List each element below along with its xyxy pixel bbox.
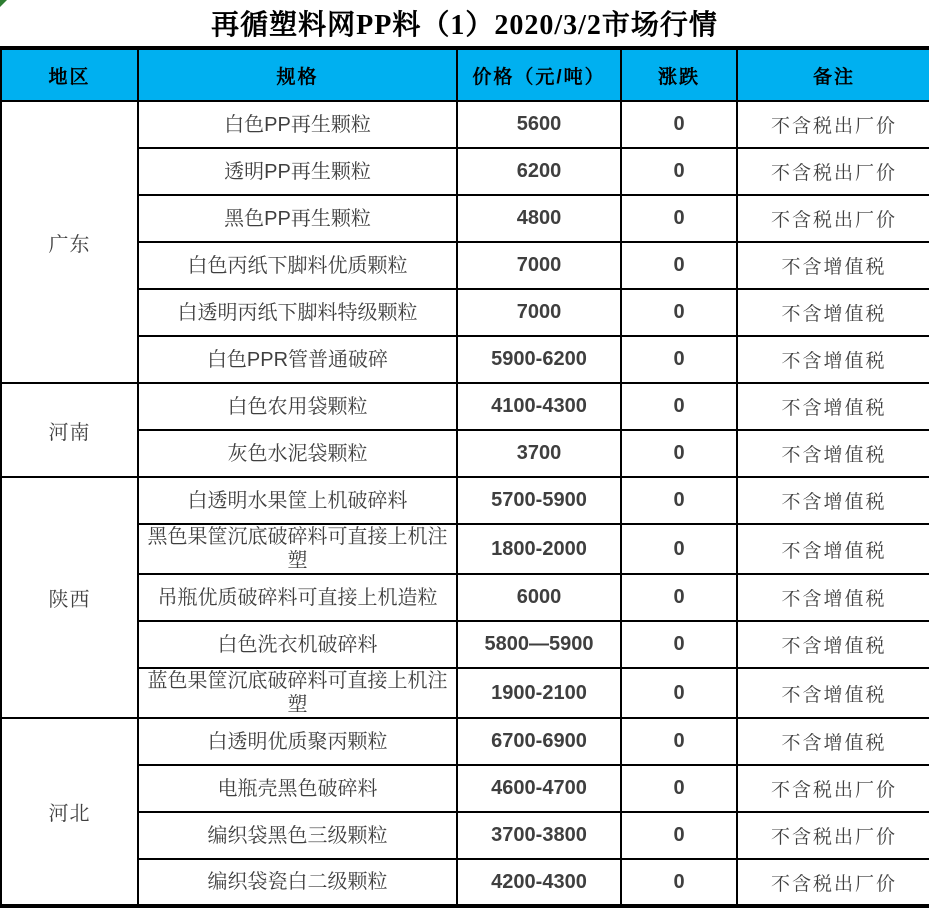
region-cell: 河南 (1, 383, 138, 477)
table-row (1, 718, 929, 765)
price-cell: 6000 (457, 574, 621, 621)
table-row (1, 195, 929, 242)
price-cell: 1900-2100 (457, 668, 621, 718)
price-cell: 4600-4700 (457, 765, 621, 812)
spec-cell: 白透明丙纸下脚料特级颗粒 (138, 289, 457, 336)
spec-cell: 白透明水果筐上机破碎料 (138, 477, 457, 524)
remark-cell: 不含增值税 (737, 718, 929, 765)
spec-cell: 黑色果筐沉底破碎料可直接上机注塑 (138, 524, 457, 574)
spec-cell: 白色PPR管普通破碎 (138, 336, 457, 383)
table-row (1, 765, 929, 812)
change-cell: 0 (621, 101, 737, 148)
remark-cell: 不含增值税 (737, 477, 929, 524)
price-cell: 5900-6200 (457, 336, 621, 383)
price-cell: 6700-6900 (457, 718, 621, 765)
table-row (1, 336, 929, 383)
price-cell: 3700-3800 (457, 812, 621, 859)
change-cell: 0 (621, 765, 737, 812)
price-cell: 5600 (457, 101, 621, 148)
sheet-corner-marker-icon (0, 0, 7, 7)
table-row (1, 812, 929, 859)
remark-cell: 不含增值税 (737, 383, 929, 430)
change-cell: 0 (621, 336, 737, 383)
table-header (1, 50, 929, 101)
table-row (1, 668, 929, 718)
table-row (1, 859, 929, 906)
region-cell: 河北 (1, 718, 138, 906)
price-cell: 7000 (457, 242, 621, 289)
spec-cell: 吊瓶优质破碎料可直接上机造粒 (138, 574, 457, 621)
report-title: 再循塑料网PP料（1）2020/3/2市场行情 (0, 0, 929, 50)
remark-cell: 不含税出厂价 (737, 859, 929, 906)
spec-cell: 电瓶壳黑色破碎料 (138, 765, 457, 812)
spec-cell: 黑色PP再生颗粒 (138, 195, 457, 242)
change-cell: 0 (621, 621, 737, 668)
spec-cell: 白色丙纸下脚料优质颗粒 (138, 242, 457, 289)
remark-cell: 不含税出厂价 (737, 195, 929, 242)
remark-cell: 不含税出厂价 (737, 148, 929, 195)
table-row (1, 148, 929, 195)
table-row (1, 621, 929, 668)
table-row (1, 101, 929, 148)
spec-cell: 编织袋瓷白二级颗粒 (138, 859, 457, 906)
remark-cell: 不含增值税 (737, 289, 929, 336)
price-cell: 4800 (457, 195, 621, 242)
spec-cell: 白色PP再生颗粒 (138, 101, 457, 148)
header-spec: 规格 (138, 50, 457, 101)
spec-cell: 白透明优质聚丙颗粒 (138, 718, 457, 765)
price-cell: 1800-2000 (457, 524, 621, 574)
table-row (1, 524, 929, 574)
header-row (1, 50, 929, 101)
change-cell: 0 (621, 574, 737, 621)
spec-cell: 编织袋黑色三级颗粒 (138, 812, 457, 859)
market-table-body (1, 101, 929, 906)
price-cell: 7000 (457, 289, 621, 336)
spec-cell: 白色洗衣机破碎料 (138, 621, 457, 668)
remark-cell: 不含税出厂价 (737, 812, 929, 859)
remark-cell: 不含税出厂价 (737, 765, 929, 812)
spec-cell: 灰色水泥袋颗粒 (138, 430, 457, 477)
price-cell: 5800—5900 (457, 621, 621, 668)
table-row (1, 477, 929, 524)
change-cell: 0 (621, 718, 737, 765)
table-row (1, 242, 929, 289)
spec-cell: 蓝色果筐沉底破碎料可直接上机注塑 (138, 668, 457, 718)
change-cell: 0 (621, 383, 737, 430)
remark-cell: 不含增值税 (737, 574, 929, 621)
spec-cell: 透明PP再生颗粒 (138, 148, 457, 195)
header-remark: 备注 (737, 50, 929, 101)
change-cell: 0 (621, 430, 737, 477)
remark-cell: 不含增值税 (737, 668, 929, 718)
market-price-table (0, 50, 929, 908)
table-row (1, 430, 929, 477)
header-region: 地区 (1, 50, 138, 101)
remark-cell: 不含增值税 (737, 242, 929, 289)
change-cell: 0 (621, 668, 737, 718)
price-cell: 4200-4300 (457, 859, 621, 906)
change-cell: 0 (621, 859, 737, 906)
change-cell: 0 (621, 195, 737, 242)
price-cell: 6200 (457, 148, 621, 195)
change-cell: 0 (621, 524, 737, 574)
change-cell: 0 (621, 477, 737, 524)
change-cell: 0 (621, 289, 737, 336)
price-cell: 4100-4300 (457, 383, 621, 430)
region-cell: 广东 (1, 101, 138, 383)
header-change: 涨跌 (621, 50, 737, 101)
remark-cell: 不含增值税 (737, 430, 929, 477)
remark-cell: 不含增值税 (737, 336, 929, 383)
price-cell: 3700 (457, 430, 621, 477)
table-row (1, 574, 929, 621)
remark-cell: 不含增值税 (737, 621, 929, 668)
remark-cell: 不含增值税 (737, 524, 929, 574)
spec-cell: 白色农用袋颗粒 (138, 383, 457, 430)
change-cell: 0 (621, 812, 737, 859)
table-row (1, 289, 929, 336)
change-cell: 0 (621, 148, 737, 195)
price-cell: 5700-5900 (457, 477, 621, 524)
header-price: 价格（元/吨） (457, 50, 621, 101)
change-cell: 0 (621, 242, 737, 289)
region-cell: 陕西 (1, 477, 138, 718)
remark-cell: 不含税出厂价 (737, 101, 929, 148)
table-row (1, 383, 929, 430)
